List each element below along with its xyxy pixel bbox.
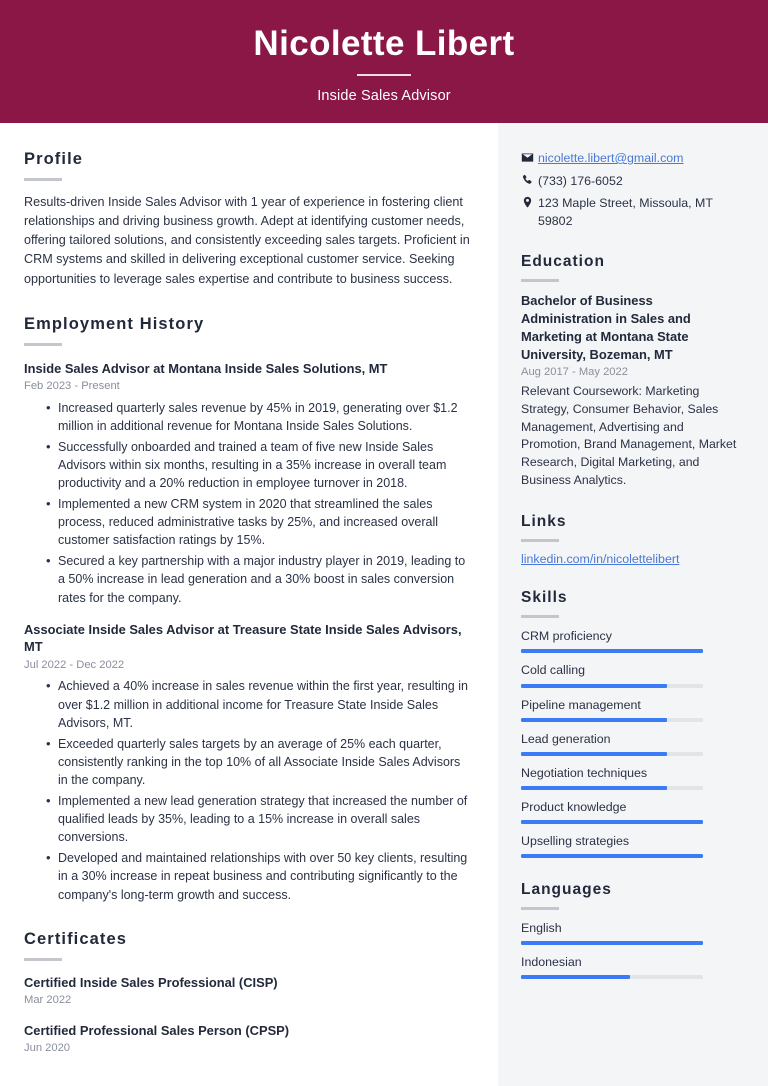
skill-bar-fill — [521, 649, 703, 653]
profile-heading-rule — [24, 178, 62, 181]
skill-item — [521, 628, 744, 653]
map-pin-icon — [521, 195, 538, 209]
certificates-section — [24, 930, 472, 1057]
profile-section — [24, 150, 472, 289]
certificate-entry — [24, 974, 472, 1009]
certificate-date: Jun 2020 — [24, 1042, 71, 1055]
skill-item — [521, 765, 744, 790]
education-entry-title: Bachelor of Business Administration in Sales and Marketing at Montana State University, Bozeman, MT — [521, 293, 691, 362]
certificate-entry — [24, 1022, 472, 1057]
certificate-title: Certified Inside Sales Professional (CISP) — [24, 974, 278, 990]
skill-bar-fill — [521, 752, 667, 756]
bullet-item: • Exceeded quarterly sales targets by an average of 25% each quarter, consistently ranking in the top 10% of all Associate Inside Sales Advisors in the company. — [46, 735, 472, 790]
resume-header — [0, 0, 768, 123]
employment-entry-date: Jul 2022 - Dec 2022 — [24, 658, 125, 671]
skill-bar-track — [521, 718, 703, 722]
contact-phone-row — [521, 173, 744, 191]
skill-bar-fill — [521, 786, 667, 790]
skill-bar-track — [521, 854, 703, 858]
skill-item — [521, 833, 744, 858]
bullet-item: • Implemented a new CRM system in 2020 that streamlined the sales process, reduced administrative tasks by 25%, and increased overall customer satisfaction ratings by 15%. — [46, 495, 472, 550]
contact-section — [521, 150, 744, 230]
language-label: English — [521, 921, 562, 936]
phone-value: (733) 176-6052 — [538, 173, 623, 188]
employment-entry-title: Inside Sales Advisor at Montana Inside Sales Solutions, MT — [24, 360, 388, 376]
certificate-date: Mar 2022 — [24, 994, 72, 1007]
education-entry — [521, 292, 744, 490]
languages-heading-rule — [521, 907, 559, 910]
bullet-item: • Successfully onboarded and trained a team of five new Inside Sales Advisors within six months, resulting in a 35% increase in overall team productivity and a 20% reduction in employee turnover in 2018. — [46, 438, 472, 493]
skill-label: Lead generation — [521, 731, 611, 746]
languages-section — [521, 881, 744, 979]
skill-bar-track — [521, 752, 703, 756]
profile-text: Results-driven Inside Sales Advisor with 1 year of experience in fostering client relationships and driving business growth. Adept at identifying customer needs, offering tailored solutions, and consistently exceeding sales targets. Proficient in CRM systems and skilled in delivering exceptional customer service. Seeking opportunities to leverage sales expertise and contribute to business success. — [24, 195, 470, 286]
skill-bar-track — [521, 684, 703, 688]
bullet-item: • Achieved a 40% increase in sales revenue within the first year, resulting in over $1.2 million in additional income for Treasure State Inside Sales Advisors, MT. — [46, 677, 472, 732]
employment-entry-bullets — [24, 399, 472, 607]
bullet-item: • Developed and maintained relationships with over 50 key clients, resulting in a 30% increase in repeat business and contributing significantly to the company's long-term growth and success. — [46, 849, 472, 904]
language-item — [521, 954, 744, 979]
skill-label: Product knowledge — [521, 799, 627, 814]
skill-bar-fill — [521, 854, 703, 858]
envelope-icon — [521, 150, 538, 164]
links-heading: Links — [521, 513, 567, 531]
language-bar-fill — [521, 941, 703, 945]
profile-heading: Profile — [24, 150, 84, 168]
resume-body — [0, 123, 768, 1086]
education-heading-rule — [521, 279, 559, 282]
sidebar-column — [498, 123, 768, 1086]
skill-item — [521, 799, 744, 824]
employment-entry-date: Feb 2023 - Present — [24, 380, 120, 393]
skill-item — [521, 697, 744, 722]
phone-icon — [521, 173, 538, 187]
bullet-item: • Increased quarterly sales revenue by 45% in 2019, generating over $1.2 million in additional revenue for Montana Inside Sales Solutions. — [46, 399, 472, 436]
links-heading-rule — [521, 539, 559, 542]
employment-entry-title: Associate Inside Sales Advisor at Treasure State Inside Sales Advisors, MT — [24, 621, 462, 655]
certificates-heading-rule — [24, 958, 62, 961]
employment-entry-bullets — [24, 677, 472, 904]
education-section — [521, 253, 744, 490]
employment-heading: Employment History — [24, 314, 205, 333]
header-divider — [357, 74, 411, 76]
contact-address-row — [521, 195, 744, 230]
address-value: 123 Maple Street, Missoula, MT 59802 — [538, 196, 713, 228]
bullet-item: • Secured a key partnership with a major industry player in 2019, leading to a 50% increase in lead generation and a 30% boost in sales conversion rates for the company. — [46, 552, 472, 607]
candidate-role: Inside Sales Advisor — [317, 88, 451, 105]
certificates-heading: Certificates — [24, 929, 128, 948]
skills-heading-rule — [521, 615, 559, 618]
skill-label: Negotiation techniques — [521, 765, 648, 780]
language-label: Indonesian — [521, 955, 582, 970]
main-column — [0, 123, 498, 1086]
education-entry-description: Relevant Coursework: Marketing Strategy, Consumer Behavior, Sales Management, Advertising and Promotion, Brand Management, Market Research, Digital Marketing, and Business Analytics. — [521, 383, 737, 488]
skills-section — [521, 589, 744, 858]
skill-label: Cold calling — [521, 663, 586, 678]
bullet-item: • Implemented a new lead generation strategy that increased the number of qualified leads by 35%, leading to a 15% increase in overall sales conversions. — [46, 792, 472, 847]
language-bar-track — [521, 975, 703, 979]
skill-item — [521, 731, 744, 756]
language-bar-fill — [521, 975, 630, 979]
skill-bar-fill — [521, 718, 667, 722]
employment-entry — [24, 621, 472, 904]
skill-label: Pipeline management — [521, 697, 641, 712]
skill-bar-track — [521, 649, 703, 653]
email-link[interactable]: nicolette.libert@gmail.com — [538, 151, 684, 165]
link-item — [521, 552, 744, 566]
contact-email-row — [521, 150, 744, 168]
education-heading: Education — [521, 253, 605, 271]
skill-label: Upselling strategies — [521, 834, 630, 849]
employment-heading-rule — [24, 343, 62, 346]
skill-bar-fill — [521, 684, 667, 688]
skill-item — [521, 662, 744, 687]
skill-label: CRM proficiency — [521, 629, 612, 644]
language-bar-track — [521, 941, 703, 945]
skills-heading: Skills — [521, 589, 568, 607]
language-item — [521, 920, 744, 945]
employment-section — [24, 315, 472, 904]
skill-bar-track — [521, 820, 703, 824]
languages-heading: Languages — [521, 881, 612, 899]
skill-bar-track — [521, 786, 703, 790]
skill-bar-fill — [521, 820, 703, 824]
linkedin-link[interactable]: linkedin.com/in/nicolettelibert — [521, 552, 680, 567]
candidate-name: Nicolette Libert — [253, 23, 515, 63]
education-entry-date: Aug 2017 - May 2022 — [521, 365, 628, 378]
certificate-title: Certified Professional Sales Person (CPSP) — [24, 1023, 290, 1039]
links-section — [521, 513, 744, 566]
employment-entry — [24, 360, 472, 607]
